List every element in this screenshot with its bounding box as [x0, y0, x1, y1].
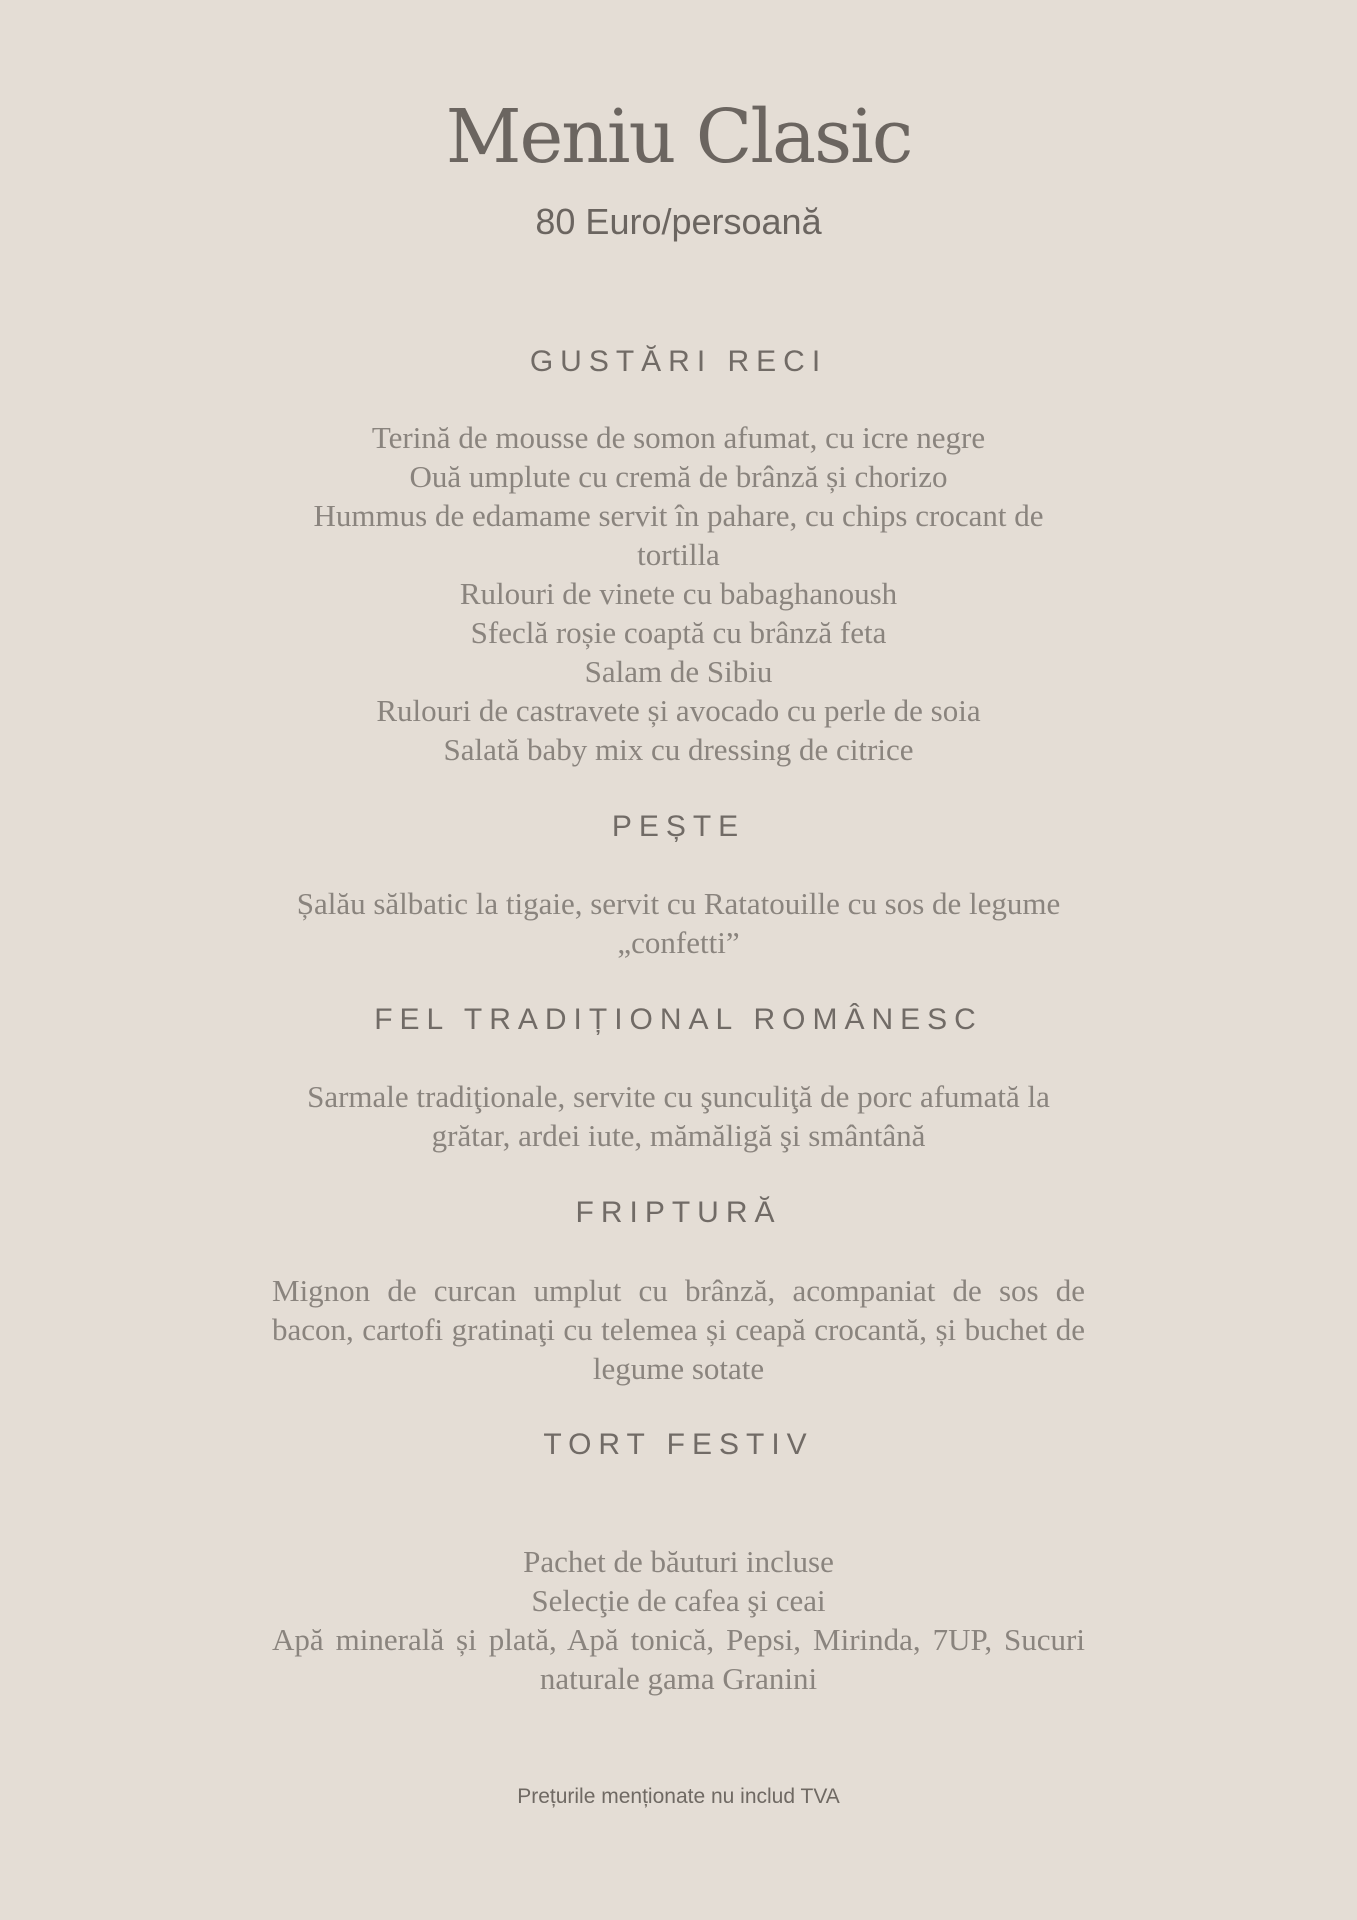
- drinks-item: Pachet de băuturi incluse: [523, 1544, 834, 1579]
- drinks-item: Selecţie de cafea şi ceai: [531, 1583, 826, 1618]
- drinks-item: Apă minerală și plată, Apă tonică, Pepsi, Mirinda, 7UP, Sucuri naturale gama Granini: [272, 1622, 1085, 1696]
- menu-item: Sfeclă roșie coaptă cu brânză feta: [470, 615, 887, 650]
- menu-title: Meniu Clasic: [445, 94, 912, 180]
- menu-item: Salată baby mix cu dressing de citrice: [443, 732, 914, 767]
- menu-item: Ouă umplute cu cremă de brânză și chorizo: [409, 459, 948, 494]
- section-heading-traditional: FEL TRADIȚIONAL ROMÂNESC: [374, 1003, 983, 1036]
- vat-note: Prețurile menționate nu includ TVA: [517, 1785, 840, 1808]
- section-heading-fish: PEȘTE: [611, 810, 746, 843]
- section-items-roast: [272, 1271, 1085, 1388]
- section-items-traditional: [272, 1077, 1085, 1155]
- menu-item: Terină de mousse de somon afumat, cu icre negre: [371, 420, 986, 455]
- section-items-cold-appetizers: [272, 418, 1085, 769]
- drinks-block: [272, 1542, 1085, 1698]
- section-items-fish: [272, 884, 1085, 962]
- menu-item: Mignon de curcan umplut cu brânză, acompaniat de sos de bacon, cartofi gratinaţi cu telemea și ceapă crocantă, și buchet de legume sotate: [272, 1273, 1085, 1386]
- menu-item: Hummus de edamame servit în pahare, cu chips crocant de tortilla: [313, 498, 1044, 572]
- menu-item: Șalău sălbatic la tigaie, servit cu Ratatouille cu sos de legume „confetti”: [296, 886, 1061, 960]
- menu-item: Rulouri de castravete și avocado cu perle de soia: [376, 693, 981, 728]
- menu-price: 80 Euro/persoană: [535, 201, 822, 242]
- section-heading-roast: FRIPTURĂ: [575, 1196, 782, 1229]
- section-heading-cold-appetizers: GUSTĂRI RECI: [529, 345, 828, 378]
- menu-item: Sarmale tradiţionale, servite cu şunculiţă de porc afumată la grătar, ardei iute, mămăligă şi smântână: [307, 1079, 1050, 1153]
- section-heading-cake: TORT FESTIV: [543, 1428, 814, 1461]
- menu-item: Rulouri de vinete cu babaghanoush: [459, 576, 898, 611]
- menu-item: Salam de Sibiu: [584, 654, 773, 689]
